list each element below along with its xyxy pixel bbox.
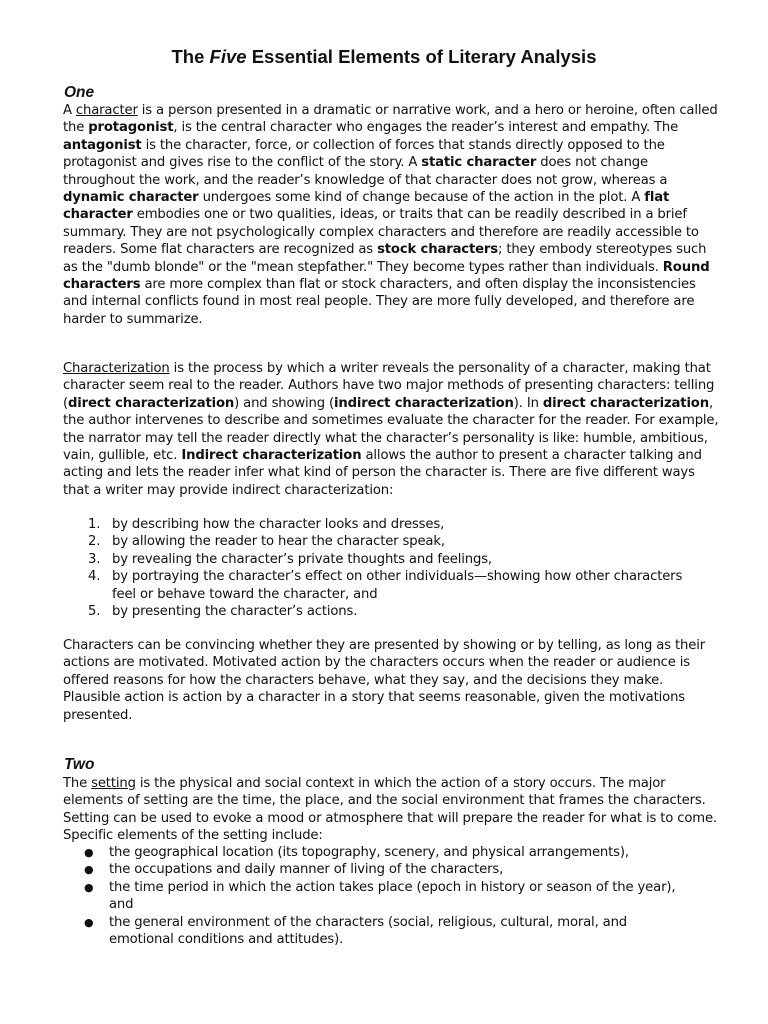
setting-elements-list: [63, 844, 683, 948]
term-protagonist: protagonist: [88, 120, 174, 136]
list-item: 3. by revealing the character’s private thoughts and feelings,: [88, 551, 492, 567]
bullet-icon: ●: [84, 915, 94, 929]
list-item: ● the time period in which the action takes place (epoch in history or season of the year), and: [84, 879, 676, 913]
term-flat-character: flat character: [63, 190, 670, 223]
bullet-icon: ●: [84, 880, 94, 894]
term-static-character: static character: [421, 155, 537, 171]
term-characterization: Characterization: [63, 361, 170, 376]
list-item: ● the occupations and daily manner of living of the characters,: [84, 862, 504, 878]
list-item: ● the geographical location (its topography, scenery, and physical arrangements),: [84, 845, 629, 860]
list-item: 4. by portraying the character’s effect on other individuals—showing how other characters feel or behave toward the character, and: [88, 569, 683, 602]
characterization-methods-list: [63, 516, 683, 620]
bullet-icon: ●: [84, 846, 94, 859]
term-dynamic-character: dynamic character: [63, 190, 199, 206]
term-character: character: [75, 103, 138, 118]
characterization-paragraph: Characterization is the process by which a writer reveals the personality of a character, making that character seem real to the reader. Authors have two major methods of presenting characters: telling (direct characterization) and showing (indirect characterization). In direct characterization, the author intervenes to describe and sometimes evaluate the character for the reader. For example, the narrator may tell the reader directly what the character’s personality is like: humble, ambitious, vain, gullible, etc. Indirect characterization allows the author to present a character talking and acting and lets the reader infer what kind of person the character is. There are five different ways that a writer may provide indirect characterization:: [63, 361, 719, 498]
term-direct-characterization: direct characterization: [68, 395, 235, 411]
setting-paragraph: The setting is the physical and social context in which the action of a story occurs. The major elements of setting are the time, the place, and the social environment that frames the characters. Setting can be used to evoke a mood or atmosphere that will prepare the reader for what is to come. Specific elements of the setting include:: [63, 776, 717, 844]
title-emphasis: Five: [209, 46, 247, 67]
term-antagonist: antagonist: [63, 137, 142, 153]
list-item: 5. by presenting the character’s actions.: [88, 604, 358, 620]
motivation-paragraph: Characters can be convincing whether they are presented by showing or by telling, as long as their actions are motivated. Motivated action by the characters occurs when the reader or audience is offered reasons for how the characters behave, what they say, and the decisions they make. Plausible action is action by a character in a story that seems reasonable, given the motivations presented.: [63, 638, 705, 723]
list-item: 1. by describing how the character looks and dresses,: [88, 517, 445, 532]
term-round-characters: Round characters: [63, 259, 710, 293]
term-indirect-characterization: indirect characterization: [334, 395, 514, 411]
section-heading-two: Two: [64, 756, 95, 773]
list-item: 2. by allowing the reader to hear the character speak,: [88, 534, 445, 550]
list-item: ● the general environment of the characters (social, religious, cultural, moral, and emotional conditions and attitudes).: [84, 914, 628, 948]
document-title: The Five Essential Elements of Literary Analysis: [171, 46, 597, 67]
term-stock-characters: stock characters: [377, 242, 498, 258]
character-paragraph: A character is a person presented in a dramatic or narrative work, and a hero or heroine, often called the protagonist, is the central character who engages the reader’s interest and empathy. The antagonist is the character, force, or collection of forces that stands directly opposed to the protagonist and gives rise to the conflict of the story. A static character does not change throughout the work, and the reader’s knowledge of that character does not grow, whereas a dynamic character undergoes some kind of change because of the action in the plot. A flat character embodies one or two qualities, ideas, or traits that can be readily described in a brief summary. They are not psychologically complex characters and therefore are readily accessible to readers. Some flat characters are recognized as stock characters; they embody stereotypes such as the "dumb blonde" or the "mean stepfather." They become types rather than individuals. Round characters are more complex than flat or stock characters, and often display the inconsistencies and internal conflicts found in most real people. They are more fully developed, and therefore are harder to summarize.: [63, 103, 718, 327]
section-heading-one: One: [64, 84, 95, 101]
term-setting: setting: [91, 776, 136, 791]
bullet-icon: ●: [84, 863, 94, 877]
